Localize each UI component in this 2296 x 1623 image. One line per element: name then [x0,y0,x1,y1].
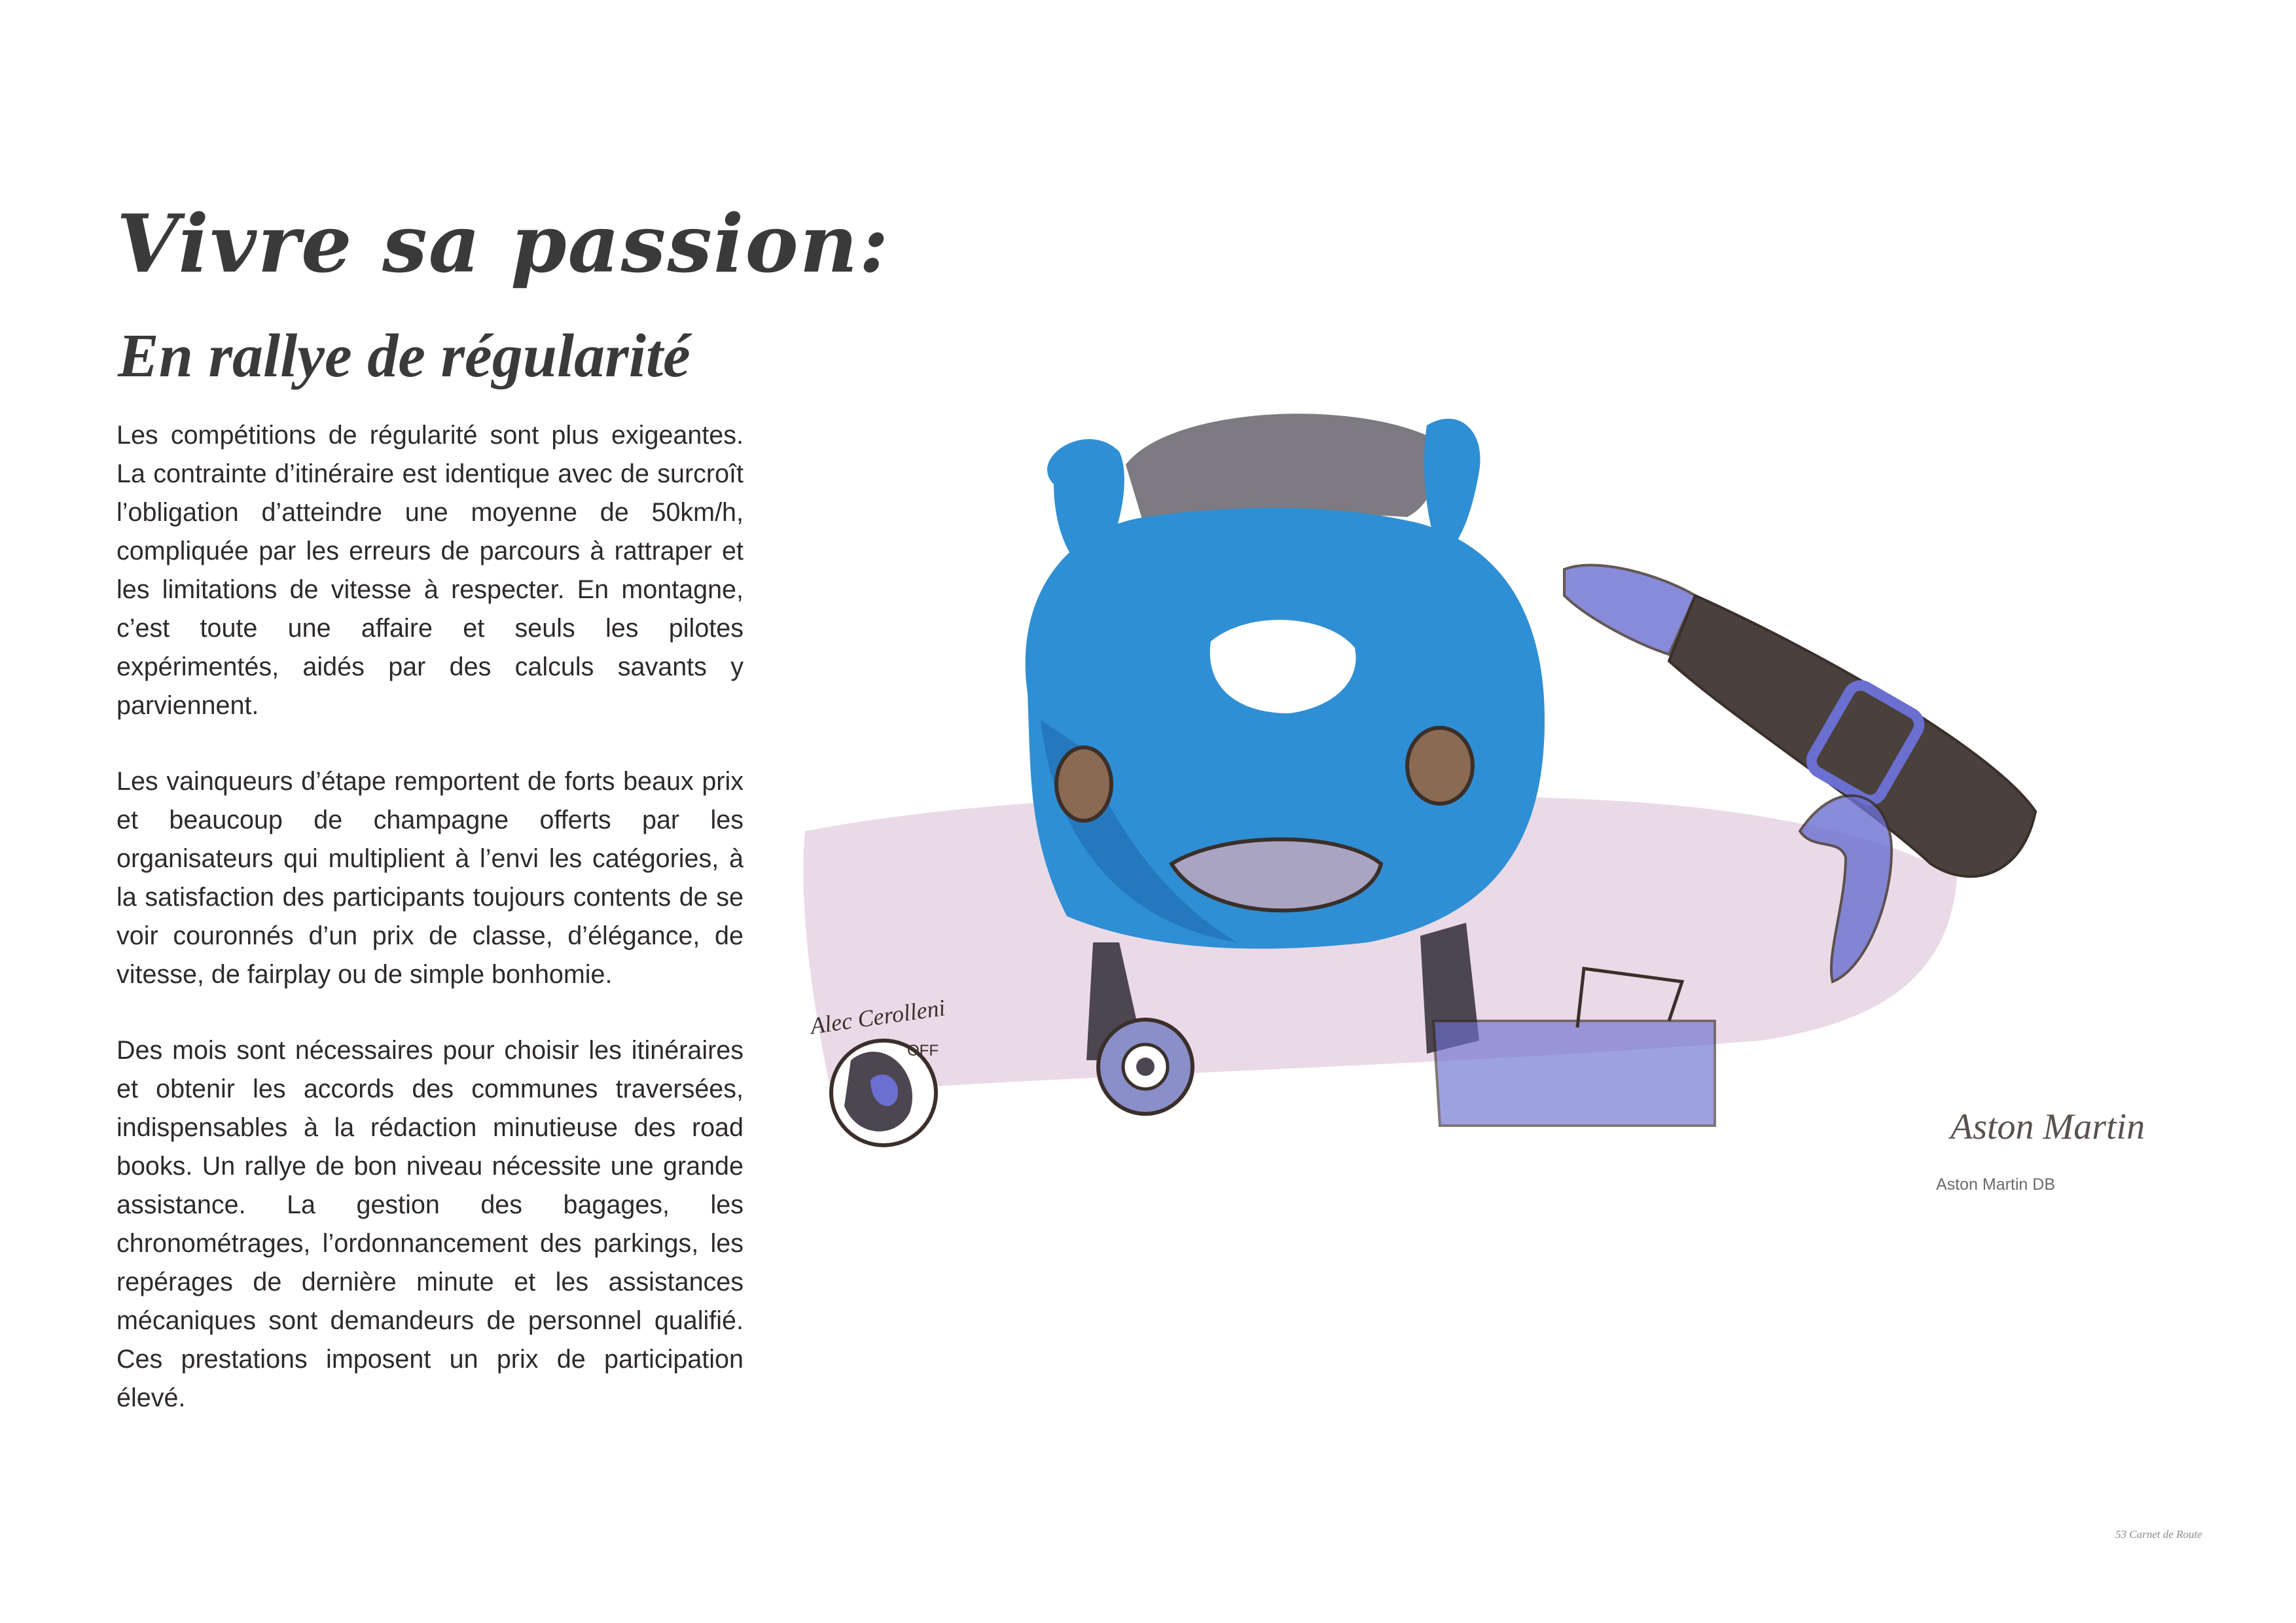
paragraph: Les vainqueurs d’étape remportent de forts beaux prix et beaucoup de champagne offerts par les organisateurs qui multiplient à l’envi les catégories, à la satisfaction des participants toujours contents de se voir couronnés d’un prix de classe, d’élégance, de vitesse, de fairplay ou de simple bonhomie. [117,767,744,989]
page-title: Vivre sa passion: [117,196,890,291]
knob-label: OFF [907,1042,939,1060]
handwritten-car-label: Aston Martin [1950,1107,2145,1147]
page-subtitle: En rallye de régularité [118,322,691,390]
car-left-headlight [1056,747,1111,821]
illustration-caption: Aston Martin DB [1936,1175,2056,1194]
artist-signature: Alec Cerolleni [808,994,947,1039]
page-footer: 53 Carnet de Route [2115,1528,2202,1541]
car-right-headlight [1407,728,1473,804]
car-watercolor-illustration [779,380,2258,1361]
round-knob [1098,1020,1193,1114]
article-body [117,416,744,1455]
paragraph: Des mois sont nécessaires pour choisir les itinéraires et obtenir les accords des communes traversées, indispensables à la rédaction minutieuse des road books. Un rallye de bon niveau nécessite une grande assistance. La gestion des bagages, les chronométrages, l’ordonnancement des parkings, les repérages de dernière minute et les assistances mécaniques sont demandeurs de personnel qualifié. Ces prestations imposent un prix de participation élevé. [117,1036,744,1412]
paragraph: Les compétitions de régularité sont plus exigeantes. La contrainte d’itinéraire est identique avec de surcroît l’obligation d’atteindre une moyenne de 50km/h, compliquée par les erreurs de parcours à rattraper et les limitations de vitesse à respecter. En montagne, c’est toute une affaire et seuls les pilotes expérimentés, aidés par des calculs savants y parviennent. [117,421,744,720]
off-knob [831,1041,939,1145]
